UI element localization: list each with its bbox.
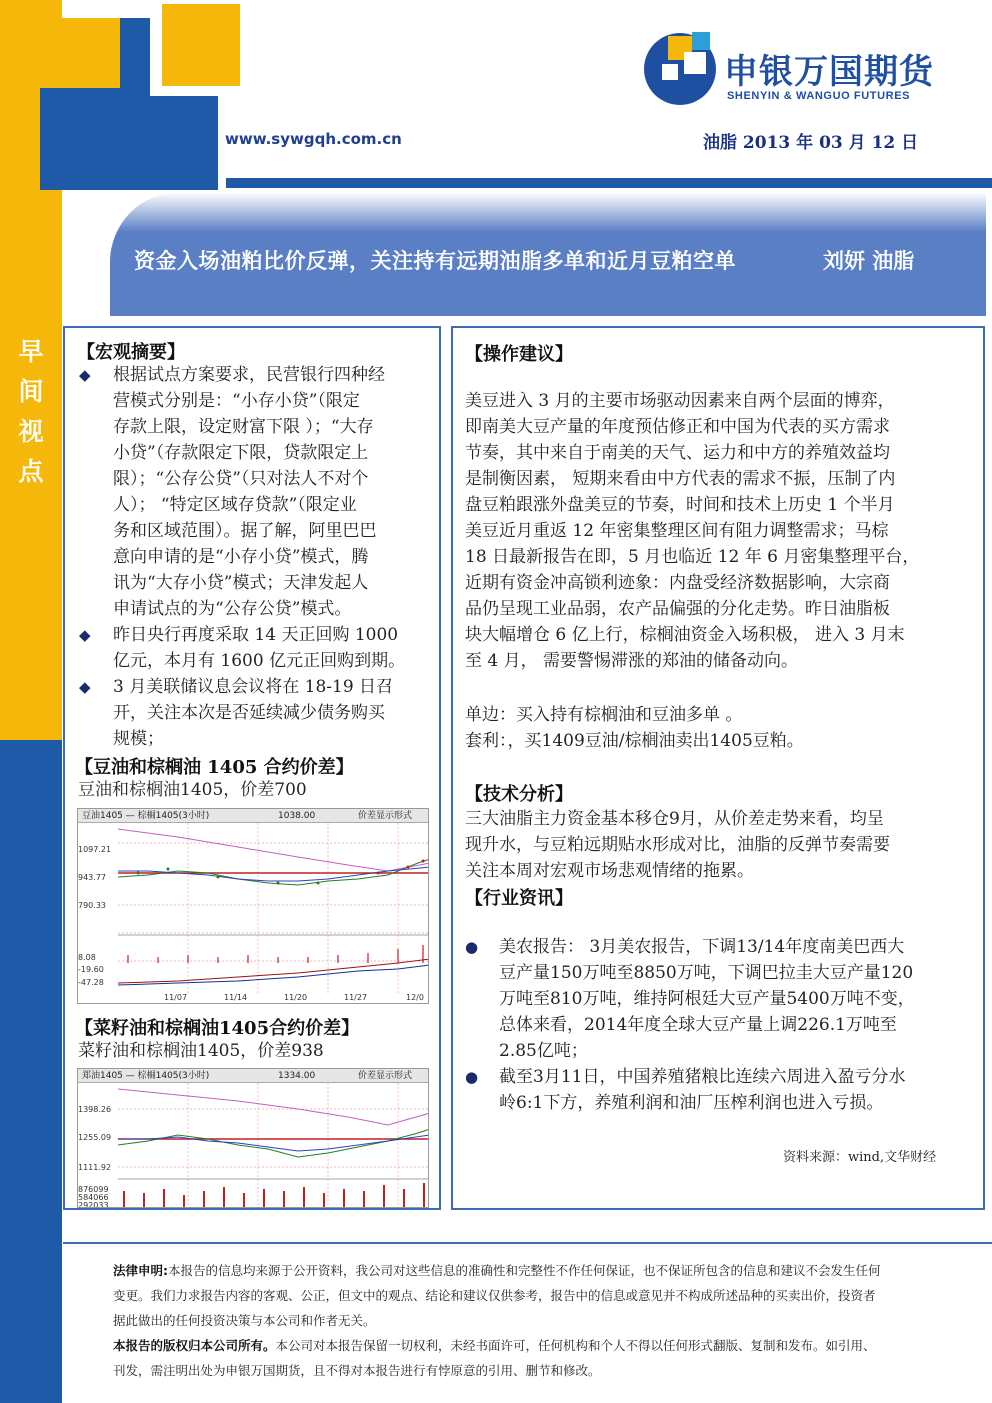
report-title: 资金入场油粕比价反弹，关注持有远期油脂多单和近月豆粕空单 xyxy=(134,248,736,273)
side-label xyxy=(14,332,48,492)
text-line: 块大幅增仓 6 亿上行，棕榈油资金入场积极， 进入 3 月末 xyxy=(465,625,905,645)
text-line: 人）； “特定区域存贷款”（限定业 xyxy=(113,495,357,515)
legal-line: 据此做出的任何投资决策与本公司和作者无关。 xyxy=(113,1313,376,1328)
website-link[interactable]: www.sywgqh.com.cn xyxy=(225,130,402,148)
macro-heading: 【宏观摘要】 xyxy=(77,342,185,363)
text-line: 近期有资金冲高锁利迹象：内盘受经济数据影响，大宗商 xyxy=(465,573,890,593)
text-line: 3 月美联储议息会议将在 18-19 日召 xyxy=(113,677,394,697)
text-line: 万吨至810万吨，维持阿根廷大豆产量5400万吨不变， xyxy=(499,989,915,1009)
sidebar-blue xyxy=(0,740,62,1403)
tech-paragraph xyxy=(465,806,890,884)
legal-label: 法律申明: xyxy=(113,1263,168,1278)
text-line: 小贷”（存款限定下限，贷款限定上 xyxy=(113,443,369,463)
header-rule xyxy=(226,178,992,188)
text-line: 根据试点方案要求，民营银行四种经 xyxy=(113,365,385,385)
text-line: 关注本周对宏观市场悲观情绪的拖累。 xyxy=(465,861,754,881)
text-line: 存款上限，设定财富下限 ）；“大存 xyxy=(113,417,374,437)
diamond-bullet-icon: ◆ xyxy=(79,366,91,384)
footer-rule xyxy=(63,1242,992,1244)
arbitrage-advice: 套利：，买1409豆油/棕榈油卖出1405豆粕。 xyxy=(465,731,804,751)
brand-name-cn: 申银万国期货 xyxy=(724,52,934,92)
text-line: 务和区域范围）。据了解，阿里巴巴 xyxy=(113,521,377,541)
chart2-sub-label: 876099 xyxy=(78,1185,109,1194)
chart2-sub-label: 292033 xyxy=(78,1201,109,1208)
chart2 xyxy=(77,1068,429,1208)
legal-line: 变更。我们力求报告内容的客观、公正，但文中的观点、结论和建议仅供参考，报告中的信息或意见并不构成所述品种的买卖出价，投资者 xyxy=(113,1288,876,1303)
legal-text: 本报告的信息均来源于公开资料，我公司对这些信息的准确性和完整性不作任何保证，也不保证所包含的信息和建议不会发生任何 xyxy=(168,1263,881,1278)
industry-heading: 【行业资讯】 xyxy=(465,888,573,909)
text-line: 18 日最新报告在即，5 月也临近 12 年 6 月密集整理平台， xyxy=(465,547,920,567)
circle-bullet-icon: ● xyxy=(465,938,479,956)
text-line: 至 4 月， 需要警惕滞涨的郑油的储备动向。 xyxy=(465,651,799,671)
side-label-char: 间 xyxy=(18,377,44,406)
text-line: 岭6:1下方，养殖利润和油厂压榨利润也进入亏损。 xyxy=(499,1093,884,1113)
text-line: 规模； xyxy=(113,729,164,749)
brand-name-en: SHENYIN & WANGUO FUTURES xyxy=(727,90,911,102)
title-band-shade xyxy=(110,192,986,232)
text-line: 讯为“大存小贷”模式；天津发起人 xyxy=(113,573,369,593)
text-line: 意向申请的是“小存小贷”模式，腾 xyxy=(113,547,369,567)
chart2-y-label: 1255.09 xyxy=(78,1133,112,1142)
text-line: 亿元，本月有 1600 亿元正回购到期。 xyxy=(113,651,406,671)
side-label-char: 视 xyxy=(18,417,44,446)
copyright-line xyxy=(113,1333,943,1358)
report-author: 刘妍 油脂 xyxy=(823,248,915,273)
copyright-line: 刊发，需注明出处为申银万国期货，且不得对本报告进行有悖原意的引用、删节和修改。 xyxy=(113,1363,601,1378)
right-panel xyxy=(451,326,985,1210)
copyright-text: 本公司对本报告保留一切权利，未经书面许可，任何机构和个人不得以任何形式翻版、复制和发布。如引用、 xyxy=(275,1338,876,1353)
chart2-heading: 【菜籽油和棕榈油1405合约价差】 xyxy=(75,1018,360,1039)
industry-item xyxy=(465,934,975,1066)
text-line: 即南美大豆产量的年度预估修正和中国为代表的买方需求 xyxy=(465,417,890,437)
text-line: 昨日央行再度采取 14 天正回购 1000 xyxy=(113,625,399,645)
text-line: 美农报告： 3月美农报告，下调13/14年度南美巴西大 xyxy=(499,937,905,957)
chart2-plot xyxy=(118,1083,429,1208)
chart2-y-label: 1111.92 xyxy=(78,1163,112,1172)
text-line: 申请试点的为“公存公贷”模式。 xyxy=(113,599,352,619)
chart2-y-label: 1398.26 xyxy=(78,1105,112,1114)
chart1-x-label: 11/20 xyxy=(284,993,308,1002)
macro-item xyxy=(79,362,439,624)
macro-item xyxy=(79,622,439,676)
chart1-sub-label: -19.60 xyxy=(78,965,104,974)
industry-item-text xyxy=(499,934,915,1064)
header-decoration-yellow-corner xyxy=(162,4,240,86)
chart1-y-label: 1097.21 xyxy=(78,845,112,854)
chart2-current-value: 1334.00 xyxy=(278,1071,316,1081)
text-line: 美豆近月重返 12 年密集整理区间有阻力调整需求；马棕 xyxy=(465,521,889,541)
text-line: 品仍呈现工业品弱，农产品偏强的分化走势。昨日油脂板 xyxy=(465,599,890,619)
text-line: 截至3月11日，中国养殖猪粮比连续六周进入盈亏分水 xyxy=(499,1067,906,1087)
ops-heading: 【操作建议】 xyxy=(465,344,573,365)
chart1-x-label: 11/27 xyxy=(344,993,368,1002)
chart1-series-label: 豆油1405 — 棕榈1405(3小时) xyxy=(82,811,210,821)
chart1-x-label: 11/14 xyxy=(224,993,248,1002)
chart1-y-label: 943.77 xyxy=(78,873,106,882)
chart1-display-mode[interactable]: 价差显示形式 xyxy=(357,811,412,821)
chart1-plot xyxy=(118,823,429,993)
single-side-advice: 单边：买入持有棕榈油和豆油多单 。 xyxy=(465,705,743,725)
macro-item xyxy=(79,674,439,754)
text-line: 营模式分别是：“小存小贷”（限定 xyxy=(113,391,360,411)
data-source: 资料来源：wind,文华财经 xyxy=(783,1150,937,1165)
report-date: 油脂 2013 年 03 月 12 日 xyxy=(703,133,919,153)
text-line: 现升水，与豆粕远期贴水形成对比，油脂的反弹节奏需要 xyxy=(465,835,890,855)
text-line: 是制衡因素， 短期来看由中方代表的需求不振，压制了内 xyxy=(465,469,896,489)
chart2-display-mode[interactable]: 价差显示形式 xyxy=(357,1071,412,1081)
copyright-label: 本报告的版权归本公司所有。 xyxy=(113,1338,276,1353)
chart1-current-value: 1038.00 xyxy=(278,811,316,821)
industry-item-text xyxy=(499,1064,905,1116)
text-line: 总体来看，2014年度全球大豆产量上调226.1万吨至 xyxy=(499,1015,897,1035)
text-line: 豆产量150万吨至8850万吨，下调巴拉圭大豆产量120 xyxy=(499,963,914,983)
circle-bullet-icon: ● xyxy=(465,1068,479,1086)
side-label-char: 点 xyxy=(18,457,44,486)
text-line: 2.85亿吨； xyxy=(499,1041,588,1061)
chart1-x-axis xyxy=(78,993,429,1004)
text-line: 限）；“公存公贷”（只对法人不对个 xyxy=(113,469,369,489)
chart1-sub-label: -47.28 xyxy=(78,978,104,987)
tech-heading: 【技术分析】 xyxy=(465,784,573,805)
chart1-header xyxy=(78,809,428,823)
text-line: 美豆进入 3 月的主要市场驱动因素来自两个层面的博弈， xyxy=(465,391,895,411)
macro-item-text xyxy=(113,622,405,674)
chart1-x-label: 12/0 xyxy=(406,993,424,1002)
legal-line xyxy=(113,1258,943,1283)
chart2-header xyxy=(78,1069,428,1083)
chart1 xyxy=(77,808,429,1004)
macro-item-text xyxy=(113,674,393,752)
text-line: 开，关注本次是否延续减少债务购买 xyxy=(113,703,385,723)
text-line: 三大油脂主力资金基本移仓9月，从价差走势来看，均呈 xyxy=(465,809,884,829)
chart1-y-label: 790.33 xyxy=(78,901,106,910)
ops-paragraph xyxy=(465,388,919,674)
chart2-caption: 菜籽油和棕榈油1405，价差938 xyxy=(78,1041,324,1061)
legal-notice xyxy=(113,1258,943,1383)
chart1-sub-label: 8.08 xyxy=(78,953,96,962)
macro-item-text xyxy=(113,362,385,622)
diamond-bullet-icon: ◆ xyxy=(79,678,91,696)
header-decoration-yellow-inner xyxy=(40,18,120,88)
side-label-char: 早 xyxy=(18,337,44,366)
chart1-heading: 【豆油和棕榈油 1405 合约价差】 xyxy=(75,757,354,778)
chart2-sub-label: 584066 xyxy=(78,1193,109,1202)
diamond-bullet-icon: ◆ xyxy=(79,626,91,644)
left-panel xyxy=(63,326,441,1210)
chart2-series-label: 郑油1405 — 棕榈1405(3小时) xyxy=(82,1071,210,1081)
text-line: 盘豆粕跟涨外盘美豆的节奏，时间和技术上历史 1 个半月 xyxy=(465,495,895,515)
chart1-caption: 豆油和棕榈油1405，价差700 xyxy=(78,780,307,800)
text-line: 节奏，其中来自于南美的天气、运力和中方的养殖效益均 xyxy=(465,443,890,463)
chart1-x-label: 11/07 xyxy=(164,993,188,1002)
industry-item xyxy=(465,1064,975,1118)
